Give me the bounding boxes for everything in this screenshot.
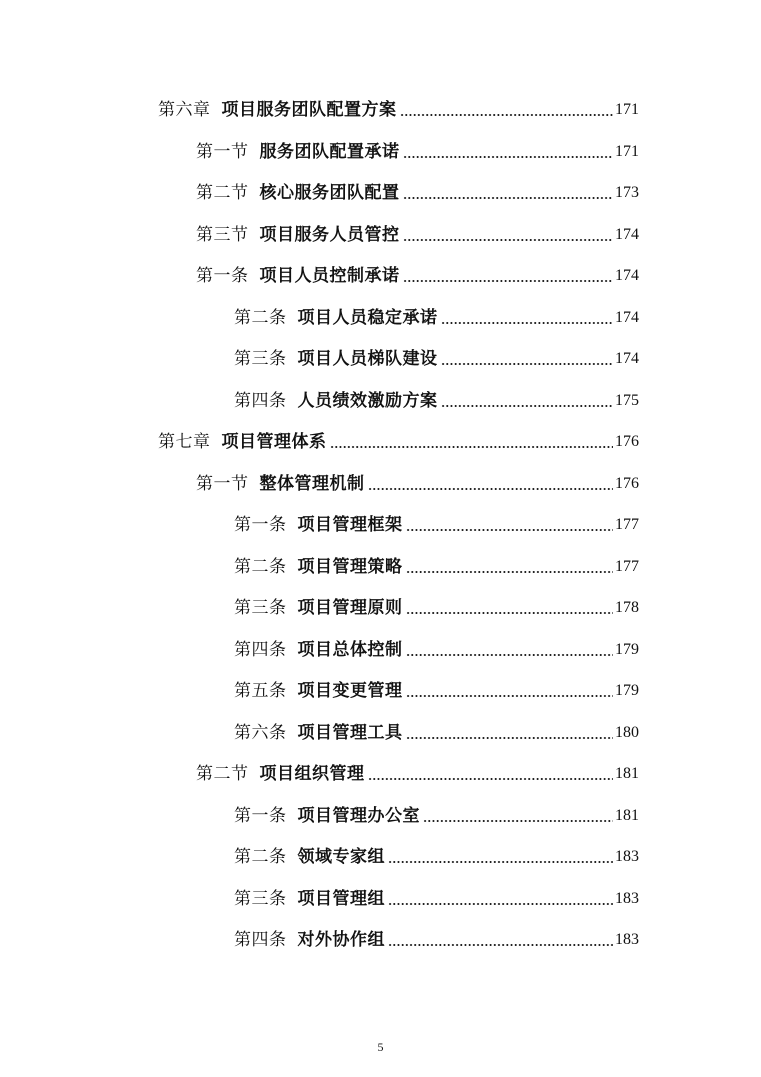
- toc-entry-title: 项目管理体系: [221, 432, 327, 452]
- toc-entry[interactable]: [196, 259, 639, 287]
- toc-entry-page: 174: [615, 225, 639, 243]
- toc-entry-page: 181: [615, 806, 639, 824]
- toc-entry-title: 项目人员梯队建设: [297, 349, 438, 369]
- toc-entry-dot-leader: [441, 363, 614, 365]
- toc-entry[interactable]: [234, 882, 639, 910]
- toc-entry-dot-leader: [368, 488, 614, 490]
- toc-entry-title: 项目管理组: [297, 888, 385, 909]
- toc-entry-page: 183: [615, 889, 639, 907]
- toc-entry-dot-leader: [400, 114, 614, 116]
- toc-entry-page: 183: [615, 931, 639, 948]
- toc-entry-dot-leader: [388, 944, 613, 946]
- toc-entry-dot-leader: [406, 571, 614, 573]
- toc-entry-dot-leader: [406, 529, 614, 531]
- toc-entry-title: 项目管理策略: [297, 556, 403, 577]
- toc-entry-title: 项目服务团队配置方案: [221, 100, 397, 120]
- toc-entry-number: 第四条: [234, 390, 287, 411]
- toc-entry-number: 第五条: [234, 681, 287, 701]
- toc-entry-dot-leader: [388, 903, 613, 905]
- toc-entry-number: 第一条: [196, 266, 249, 286]
- toc-entry-page: 173: [615, 184, 639, 201]
- toc-entry-number: 第二条: [234, 307, 287, 328]
- toc-entry[interactable]: [196, 135, 639, 163]
- toc-entry-dot-leader: [403, 239, 614, 241]
- toc-entry-number: 第一条: [234, 515, 287, 535]
- toc-entry-number: 第二节: [196, 183, 249, 203]
- toc-entry-dot-leader: [441, 322, 614, 324]
- toc-entry-title: 项目人员控制承诺: [259, 266, 400, 286]
- toc-entry[interactable]: [234, 508, 639, 536]
- toc-entry-dot-leader: [368, 778, 614, 780]
- toc-entry[interactable]: [234, 674, 639, 702]
- toc-entry-title: 项目总体控制: [297, 639, 403, 660]
- toc-entry-title: 项目管理原则: [297, 598, 403, 618]
- toc-entry-number: 第六章: [158, 100, 211, 120]
- toc-entry-number: 第二条: [234, 556, 287, 577]
- toc-entry-number: 第三条: [234, 598, 287, 618]
- toc-entry-number: 第四条: [234, 639, 287, 660]
- toc-entry[interactable]: [196, 757, 639, 785]
- toc-entry[interactable]: [234, 923, 639, 951]
- toc-entry-title: 项目变更管理: [297, 681, 403, 701]
- toc-entry-title: 对外协作组: [297, 930, 385, 950]
- toc-entry-dot-leader: [388, 861, 613, 863]
- toc-entry[interactable]: [234, 342, 639, 370]
- toc-entry-page: 176: [615, 474, 639, 492]
- toc-entry-number: 第三条: [234, 888, 287, 909]
- toc-entry-dot-leader: [406, 612, 614, 614]
- toc-entry-page: 183: [615, 848, 639, 865]
- toc-entry[interactable]: [158, 425, 639, 453]
- toc-entry-title: 项目服务人员管控: [259, 224, 400, 245]
- toc-entry-page: 171: [615, 101, 639, 118]
- toc-entry[interactable]: [158, 93, 639, 121]
- toc-entry-page: 175: [615, 391, 639, 409]
- toc-entry-page: 174: [615, 308, 639, 326]
- toc-entry-title: 项目管理框架: [297, 515, 403, 535]
- toc-entry-dot-leader: [441, 405, 614, 407]
- toc-entry-dot-leader: [403, 156, 614, 158]
- toc-entry-dot-leader: [330, 446, 614, 448]
- toc-entry-number: 第一条: [234, 805, 287, 826]
- toc-entry-page: 171: [615, 142, 639, 160]
- toc-entry-number: 第四条: [234, 930, 287, 950]
- toc-entry-number: 第二节: [196, 764, 249, 784]
- toc-entry-dot-leader: [403, 280, 614, 282]
- toc-entry-number: 第七章: [158, 432, 211, 452]
- toc-entry[interactable]: [234, 550, 639, 578]
- toc-entry-page: 179: [615, 682, 639, 699]
- toc-entry[interactable]: [234, 591, 639, 619]
- toc-entry-page: 174: [615, 267, 639, 284]
- toc-entry[interactable]: [196, 467, 639, 495]
- toc-entry-page: 180: [615, 723, 639, 741]
- toc-entry-number: 第一节: [196, 141, 249, 162]
- toc-entry-title: 整体管理机制: [259, 473, 365, 494]
- toc-entry-page: 174: [615, 350, 639, 367]
- page-number: 5: [377, 1040, 384, 1054]
- toc-entry-page: 178: [615, 599, 639, 616]
- toc-entry-title: 项目管理办公室: [297, 805, 420, 826]
- toc-entry[interactable]: [234, 716, 639, 744]
- toc-entry-number: 第三节: [196, 224, 249, 245]
- toc-entry-page: 177: [615, 516, 639, 533]
- toc-entry-page: 177: [615, 557, 639, 575]
- toc-entry[interactable]: [234, 301, 639, 329]
- toc-entry-title: 核心服务团队配置: [259, 183, 400, 203]
- toc-entry-number: 第二条: [234, 847, 287, 867]
- toc-entry-page: 181: [615, 765, 639, 782]
- toc-entry-title: 领域专家组: [297, 847, 385, 867]
- toc-entry-number: 第六条: [234, 722, 287, 743]
- toc-entry-title: 服务团队配置承诺: [259, 141, 400, 162]
- toc-entry-number: 第三条: [234, 349, 287, 369]
- toc-entry-title: 人员绩效激励方案: [297, 390, 438, 411]
- toc-entry[interactable]: [234, 384, 639, 412]
- toc-entry-dot-leader: [406, 654, 614, 656]
- toc-entry-dot-leader: [406, 695, 614, 697]
- toc-entry[interactable]: [196, 176, 639, 204]
- toc-entry-dot-leader: [406, 737, 614, 739]
- toc-entry-title: 项目人员稳定承诺: [297, 307, 438, 328]
- toc-entry[interactable]: [196, 218, 639, 246]
- toc-entry-page: 179: [615, 640, 639, 658]
- toc-entry[interactable]: [234, 799, 639, 827]
- toc-entry-title: 项目管理工具: [297, 722, 403, 743]
- toc-entry-dot-leader: [403, 197, 614, 199]
- toc-entry-dot-leader: [423, 820, 613, 822]
- toc-entry[interactable]: [234, 633, 639, 661]
- toc-entry-page: 176: [615, 433, 639, 450]
- toc-entry-title: 项目组织管理: [259, 764, 365, 784]
- toc-entry[interactable]: [234, 840, 639, 868]
- toc-entry-number: 第一节: [196, 473, 249, 494]
